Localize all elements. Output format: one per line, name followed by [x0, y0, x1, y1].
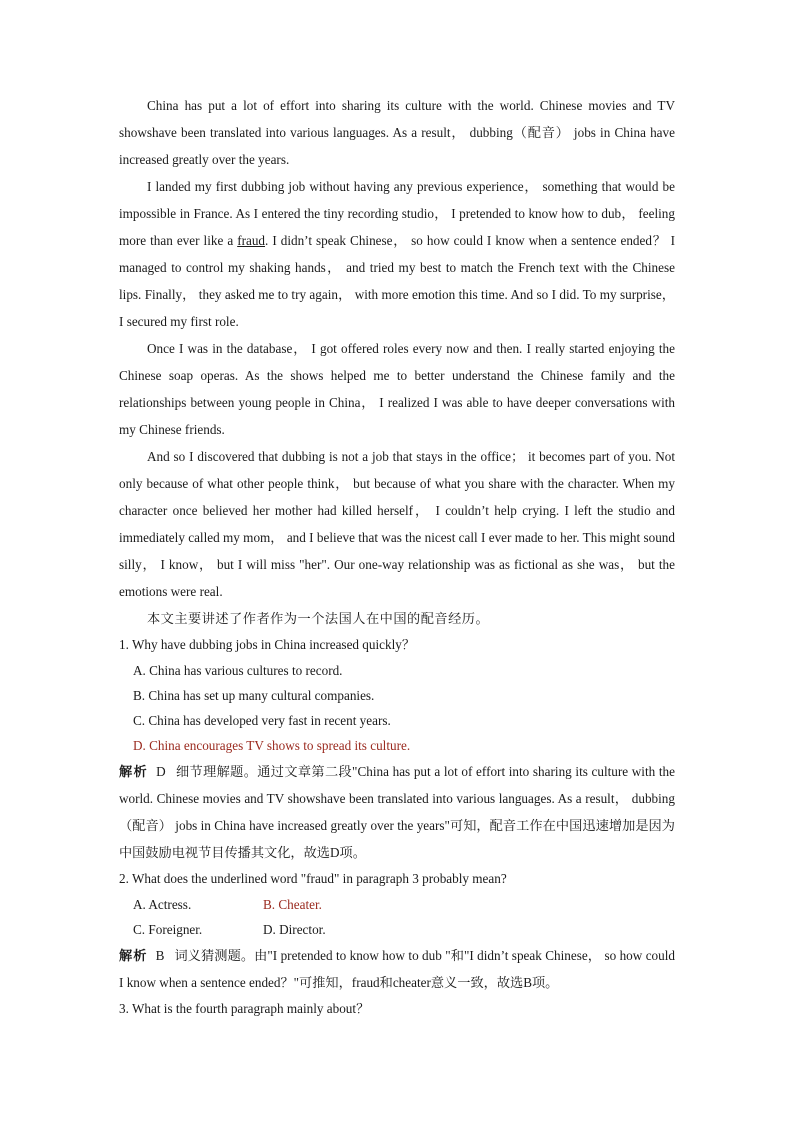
article-paragraph-3: Once I was in the database， I got offered roles every now and then. I really started enjoying the Chinese soap operas. As the shows helped me to better understand the Chinese family and the relationships between young people in China， I realized I was able to have deeper conversations with my Chinese friends.	[119, 341, 675, 437]
q1-analysis	[119, 758, 675, 866]
article-paragraph-2	[119, 173, 675, 335]
q1-option-a: A. China has various cultures to record.	[133, 663, 343, 678]
question-2: 2. What does the underlined word "fraud" in paragraph 3 probably mean?	[119, 871, 507, 886]
q1-option-c: C. China has developed very fast in recent years.	[133, 713, 391, 728]
q1-option-b: B. China has set up many cultural companies.	[133, 688, 375, 703]
analysis-tag: 解析	[119, 948, 148, 963]
paragraph-2-text-end: . I didn’t speak Chinese， so how could I know when a sentence ended？ I managed to control my shaking hands， and tried my best to match the French text with the Chinese lips. Finally， they asked me to try again， with more emotion this time. And so I did. To my surprise， I secured my first role.	[119, 233, 675, 329]
article-summary: 本文主要讲述了作者作为一个法国人在中国的配音经历。	[147, 611, 490, 626]
q2-options-row-2	[119, 917, 675, 942]
analysis-tag: 解析	[119, 764, 149, 779]
q2-option-d: D. Director.	[263, 922, 326, 937]
q2-analysis	[119, 942, 675, 996]
document-page	[119, 92, 675, 1022]
question-3: 3. What is the fourth paragraph mainly about？	[119, 1001, 370, 1016]
underlined-word-fraud: fraud	[237, 233, 266, 248]
paragraph-2-text-start: I landed my first dubbing job without having any previous experience， something that would be impossible in France. As I entered the tiny recording studio， I pretended to know how to dub， feeling more than ever like a	[119, 179, 675, 248]
q2-option-a: A. Actress.	[133, 897, 192, 912]
analysis-text: 细节理解题。通过文章第二段"China has put a lot of effort into sharing its culture with the world. Chinese movies and TV showshave been translated into various languages. As a result， dubbing（配音） jobs in China have increased greatly over the years"可知，配音工作在中国迅速增加是因为中国鼓励电视节目传播其文化，故选D项。	[119, 764, 675, 860]
analysis-answer: B	[155, 948, 165, 963]
article-paragraph-4: And so I discovered that dubbing is not a job that stays in the office； it becomes part of you. Not only because of what other people think， but because of what you share with the character. When my character once believed her mother had killed herself， I couldn’t help crying. I left the studio and immediately called my mom， and I believe that was the nicest call I ever made to her. This might sound silly， I know， but I will miss "her". Our one-way relationship was as fictional as she was， but the emotions were real.	[119, 449, 675, 599]
q1-option-d-correct: D. China encourages TV shows to spread its culture.	[133, 738, 411, 753]
article-paragraph-1: China has put a lot of effort into sharing its culture with the world. Chinese movies and TV showshave been translated into various languages. As a result， dubbing（配音） jobs in China have increased greatly over the years.	[119, 98, 675, 167]
question-1: 1. Why have dubbing jobs in China increased quickly？	[119, 637, 416, 652]
analysis-text: 词义猜测题。由"I pretended to know how to dub "和"I didn’t speak Chinese， so how could I know when a sentence ended？"可推知，fraud和cheater意义一致，故选B项。	[119, 948, 675, 990]
q2-option-c: C. Foreigner.	[133, 922, 203, 937]
q2-options-row-1	[119, 892, 675, 917]
analysis-answer: D	[156, 764, 166, 779]
q2-option-b-correct: B. Cheater.	[263, 897, 322, 912]
